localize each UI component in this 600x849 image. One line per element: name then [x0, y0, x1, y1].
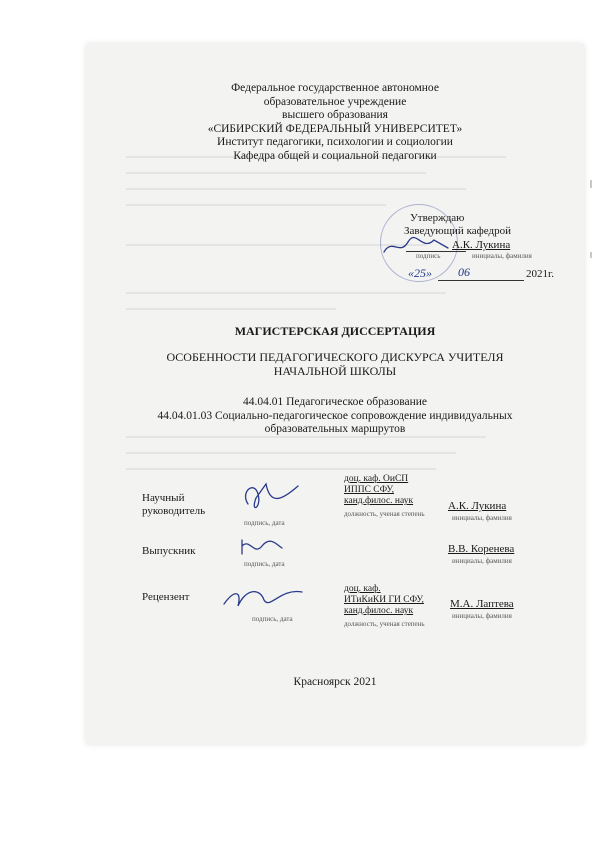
reviewer-position — [344, 584, 424, 617]
approval-approve: Утверждаю — [410, 212, 465, 224]
header-line: «СИБИРСКИЙ ФЕДЕРАЛЬНЫЙ УНИВЕРСИТЕТ» — [207, 122, 463, 135]
position-line: ИППС СФУ, — [344, 485, 394, 495]
bleed-through-line — [126, 308, 336, 310]
thesis-topic — [86, 350, 584, 378]
program-codes — [86, 396, 584, 437]
graduate-sign-caption: подпись, дата — [244, 560, 285, 568]
reviewer-signature — [220, 582, 306, 614]
topic-line: ОСОБЕННОСТИ ПЕДАГОГИЧЕСКОГО ДИСКУРСА УЧИТЕЛЯ — [166, 350, 504, 364]
header-line: Кафедра общей и социальной педагогики — [233, 149, 437, 162]
document-page — [86, 44, 584, 744]
approval-caption-sign: подпись — [416, 252, 441, 260]
position-line: доц. каф. ОиСП — [344, 474, 409, 484]
supervisor-name-caption: инициалы, фамилия — [452, 514, 512, 522]
city-year: Красноярск 2021 — [293, 676, 377, 688]
reviewer-name: М.А. Лаптева — [450, 598, 514, 610]
bleed-through-line — [126, 172, 426, 174]
bleed-through-line — [126, 188, 466, 190]
supervisor-label-line: Научный — [142, 492, 185, 504]
supervisor-name: А.К. Лукина — [448, 500, 507, 512]
bleed-through-line — [126, 292, 446, 294]
graduate-name-caption: инициалы, фамилия — [452, 557, 512, 565]
approval-month-line — [438, 268, 524, 281]
program-code-line: образовательных маршрутов — [264, 423, 406, 435]
institution-header — [86, 82, 584, 163]
bleed-through-line — [126, 204, 386, 206]
position-line: канд.филос. наук — [344, 606, 414, 616]
supervisor-position — [344, 474, 413, 507]
document-type: МАГИСТЕРСКАЯ ДИССЕРТАЦИЯ — [234, 324, 436, 338]
approval-year: 2021г. — [526, 268, 555, 280]
reviewer-sign-caption: подпись, дата — [252, 615, 293, 623]
graduate-signature — [236, 534, 286, 560]
program-code-line: 44.04.01.03 Социально-педагогическое сопровождение индивидуальных — [157, 409, 513, 422]
position-line: канд.филос. наук — [344, 496, 414, 506]
program-code-line: 44.04.01 Педагогическое образование — [242, 396, 428, 408]
page-edge-mark — [590, 180, 592, 188]
topic-line: НАЧАЛЬНОЙ ШКОЛЫ — [273, 364, 397, 378]
page-edge-mark — [590, 252, 592, 258]
position-line: ИТиКиКИ ГИ СФУ, — [344, 595, 424, 605]
reviewer-label: Рецензент — [142, 591, 190, 603]
approval-month: 06 — [458, 265, 470, 279]
supervisor-label-line: руководитель — [142, 505, 206, 517]
approval-name: А.К. Лукина — [452, 239, 511, 251]
approval-caption-name: инициалы, фамилия — [472, 252, 532, 260]
reviewer-position-caption: должность, ученая степень — [344, 620, 425, 628]
header-line: Институт педагогики, психологии и социологии — [217, 136, 453, 148]
bleed-through-line — [126, 452, 456, 454]
reviewer-name-caption: инициалы, фамилия — [452, 612, 512, 620]
supervisor-signature — [236, 474, 306, 520]
header-line: высшего образования — [282, 109, 388, 121]
approval-signature — [382, 234, 452, 258]
supervisor-sign-caption: подпись, дата — [244, 519, 285, 527]
graduate-name: В.В. Коренева — [448, 543, 515, 555]
header-line: образовательное учреждение — [263, 95, 407, 108]
bleed-through-line — [126, 468, 436, 470]
supervisor-position-caption: должность, ученая степень — [344, 510, 425, 518]
position-line: доц. каф. — [344, 584, 381, 594]
approval-head: Заведующий кафедрой — [404, 225, 511, 237]
approval-day: «25» — [408, 266, 432, 280]
supervisor-label — [142, 492, 205, 518]
header-line: Федеральное государственное автономное — [231, 82, 439, 94]
graduate-label: Выпускник — [142, 545, 196, 557]
